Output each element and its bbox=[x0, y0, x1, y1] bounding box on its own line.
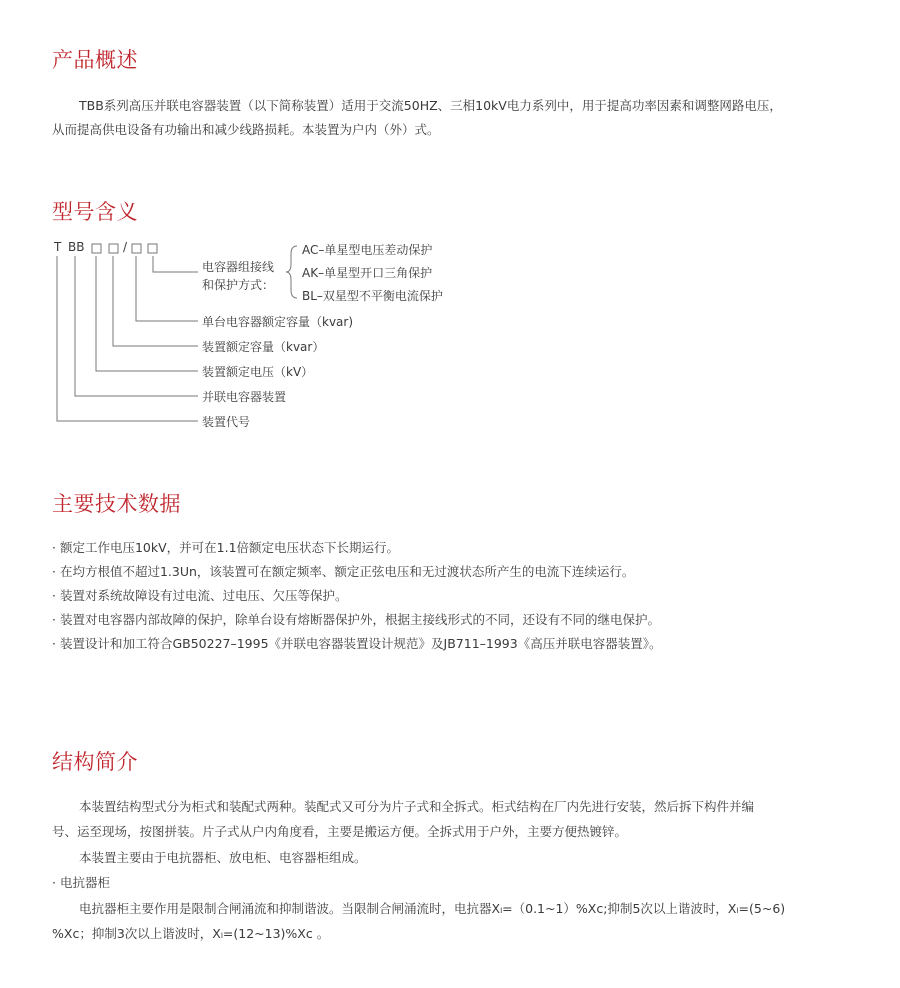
tech-bullet-5: · 装置设计和加工符合GB50227–1995《并联电容器装置设计规范》及JB711–1993《高压并联电容器装置》。 bbox=[52, 636, 662, 651]
overview-line-2: 从而提高供电设备有功输出和减少线路损耗。本装置为户内（外）式。 bbox=[52, 122, 440, 137]
leader-device-capacity bbox=[113, 256, 198, 346]
protection-label-1: 电容器组接线 bbox=[202, 260, 275, 274]
brace-protection bbox=[286, 246, 297, 298]
protection-option-ak: AK–单星型开口三角保护 bbox=[302, 266, 433, 280]
code-slash: / bbox=[123, 240, 128, 254]
structure-line-3: 本装置主要由于电抗器柜、放电柜、电容器柜组成。 bbox=[79, 850, 367, 865]
structure-line-1: 本装置结构型式分为柜式和装配式两种。装配式又可分为片子式和全拆式。柜式结构在厂内先进行安装，然后拆下构件并编 bbox=[79, 799, 755, 814]
label-shunt-device: 并联电容器装置 bbox=[202, 390, 287, 404]
tech-bullet-4: · 装置对电容器内部故障的保护，除单台设有熔断器保护外，根据主接线形式的不同，还设有不同的继电保护。 bbox=[52, 612, 660, 627]
code-letter-bb: BB bbox=[68, 240, 85, 254]
overview-line-1: TBB系列高压并联电容器装置（以下简称装置）适用于交流50HZ、三相10kV电力系列中，用于提高功率因素和调整网路电压， bbox=[79, 98, 782, 113]
label-rated-voltage: 装置额定电压（kV） bbox=[202, 365, 314, 379]
leader-protection bbox=[153, 256, 198, 272]
code-box-4 bbox=[148, 244, 157, 253]
code-box-2 bbox=[109, 244, 118, 253]
code-box-1 bbox=[92, 244, 101, 253]
code-box-3 bbox=[132, 244, 141, 253]
tech-bullet-1: · 额定工作电压10kV，并可在1.1倍额定电压状态下长期运行。 bbox=[52, 540, 400, 555]
structure-line-2: 号、运至现场，按图拼装。片子式从户内角度看，主要是搬运方便。全拆式用于户外，主要方便热镀锌。 bbox=[52, 824, 628, 839]
label-device-code: 装置代号 bbox=[202, 415, 251, 429]
code-letter-t: T bbox=[54, 240, 62, 254]
label-single-capacity: 单台电容器额定容量（kvar) bbox=[202, 315, 354, 329]
tech-bullet-2: · 在均方根值不超过1.3Un，该装置可在额定频率、额定正弦电压和无过渡状态所产生的电流下连续运行。 bbox=[52, 564, 635, 579]
section-title-structure: 结构简介 bbox=[52, 750, 138, 774]
section-title-tech: 主要技术数据 bbox=[52, 492, 181, 516]
leader-voltage bbox=[96, 256, 198, 371]
leader-single-capacity bbox=[136, 256, 198, 321]
protection-label-2: 和保护方式： bbox=[202, 278, 275, 292]
protection-option-ac: AC–单星型电压差动保护 bbox=[302, 243, 433, 257]
section-title-overview: 产品概述 bbox=[52, 48, 138, 72]
structure-line-6: %Xᴄ；抑制3次以上谐波时，Xₗ=(12~13)%Xᴄ 。 bbox=[52, 926, 330, 941]
section-title-model: 型号含义 bbox=[52, 200, 138, 224]
tech-bullet-3: · 装置对系统故障设有过电流、过电压、欠压等保护。 bbox=[52, 588, 348, 603]
structure-subheading-reactor: · 电抗器柜 bbox=[52, 875, 110, 890]
label-device-capacity: 装置额定容量（kvar） bbox=[202, 340, 325, 354]
structure-line-5: 电抗器柜主要作用是限制合闸涌流和抑制谐波。当限制合闸涌流时，电抗器Xₗ=（0.1~1）%Xᴄ;抑制5次以上谐波时，Xₗ=(5~6) bbox=[79, 901, 786, 916]
protection-option-bl: BL–双星型不平衡电流保护 bbox=[302, 289, 443, 303]
